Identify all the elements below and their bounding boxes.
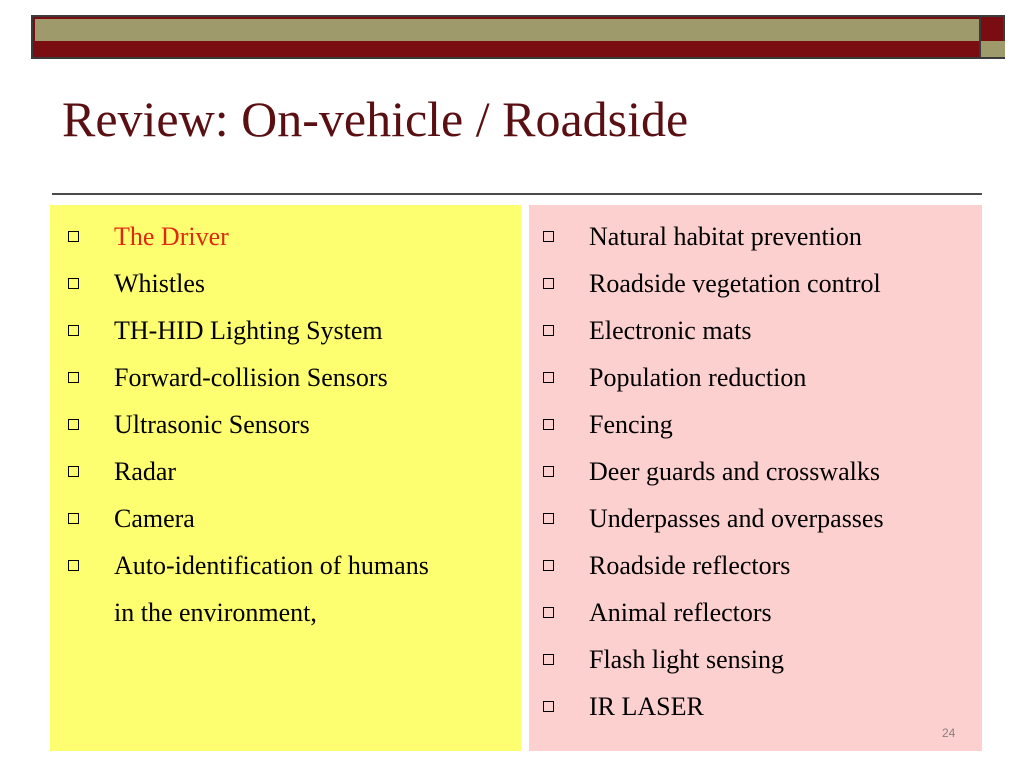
list-item: [543, 213, 979, 260]
square-bullet-icon: [68, 231, 79, 242]
list-item: [543, 542, 979, 589]
list-item: [543, 354, 979, 401]
roadside-panel: [529, 205, 982, 751]
list-item: [68, 307, 518, 354]
list-item-label: IR LASER: [589, 692, 704, 721]
list-item-label: Camera: [114, 504, 195, 533]
roadside-list: [543, 213, 979, 730]
list-item-label: Deer guards and crosswalks: [589, 457, 880, 486]
square-bullet-icon: [543, 654, 554, 665]
list-item-label: Electronic mats: [589, 316, 752, 345]
list-item: [543, 683, 979, 730]
list-item: [543, 636, 979, 683]
top-bar-corner-block: [981, 41, 1005, 57]
square-bullet-icon: [543, 607, 554, 618]
square-bullet-icon: [68, 466, 79, 477]
list-item-label: Population reduction: [589, 363, 807, 392]
square-bullet-icon: [68, 325, 79, 336]
list-item-continuation: [68, 589, 518, 636]
list-item-label: TH-HID Lighting System: [114, 316, 383, 345]
list-item: [68, 354, 518, 401]
list-item-label: Whistles: [114, 269, 205, 298]
square-bullet-icon: [68, 372, 79, 383]
list-item: [543, 260, 979, 307]
square-bullet-icon: [543, 231, 554, 242]
list-item: [68, 448, 518, 495]
list-item: [543, 448, 979, 495]
list-item-label: The Driver: [114, 222, 229, 251]
page-number: 24: [942, 726, 956, 740]
list-item-label: Animal reflectors: [589, 598, 772, 627]
list-item-label: Ultrasonic Sensors: [114, 410, 310, 439]
slide-title: Review: On-vehicle / Roadside: [62, 91, 689, 147]
square-bullet-icon: [68, 513, 79, 524]
list-item-label: Fencing: [589, 410, 673, 439]
square-bullet-icon: [543, 278, 554, 289]
list-item: [68, 542, 518, 589]
title-underline: [52, 193, 982, 195]
on-vehicle-list: [68, 213, 518, 636]
square-bullet-icon: [543, 560, 554, 571]
list-item: [68, 495, 518, 542]
top-decorative-bar: [31, 15, 1005, 59]
list-item-label: Natural habitat prevention: [589, 222, 862, 251]
square-bullet-icon: [543, 701, 554, 712]
square-bullet-icon: [543, 419, 554, 430]
list-item: [543, 401, 979, 448]
list-item-label: Roadside reflectors: [589, 551, 791, 580]
list-item-label: Underpasses and overpasses: [589, 504, 884, 533]
list-item: [68, 213, 518, 260]
on-vehicle-panel: [50, 205, 521, 751]
list-item-label: Forward-collision Sensors: [114, 363, 388, 392]
list-item: [68, 401, 518, 448]
square-bullet-icon: [68, 419, 79, 430]
square-bullet-icon: [543, 466, 554, 477]
list-item: [68, 260, 518, 307]
top-bar-olive-band: [35, 19, 979, 41]
square-bullet-icon: [68, 278, 79, 289]
list-item-label: Flash light sensing: [589, 645, 785, 674]
list-item: [543, 307, 979, 354]
list-item-label: Radar: [114, 457, 177, 486]
list-item: [543, 589, 979, 636]
list-item-label: Auto-identification of humans: [114, 551, 429, 580]
list-item: [543, 495, 979, 542]
square-bullet-icon: [543, 372, 554, 383]
square-bullet-icon: [68, 560, 79, 571]
square-bullet-icon: [543, 325, 554, 336]
list-item-label: in the environment,: [114, 598, 317, 627]
square-bullet-icon: [543, 513, 554, 524]
list-item-label: Roadside vegetation control: [589, 269, 881, 298]
